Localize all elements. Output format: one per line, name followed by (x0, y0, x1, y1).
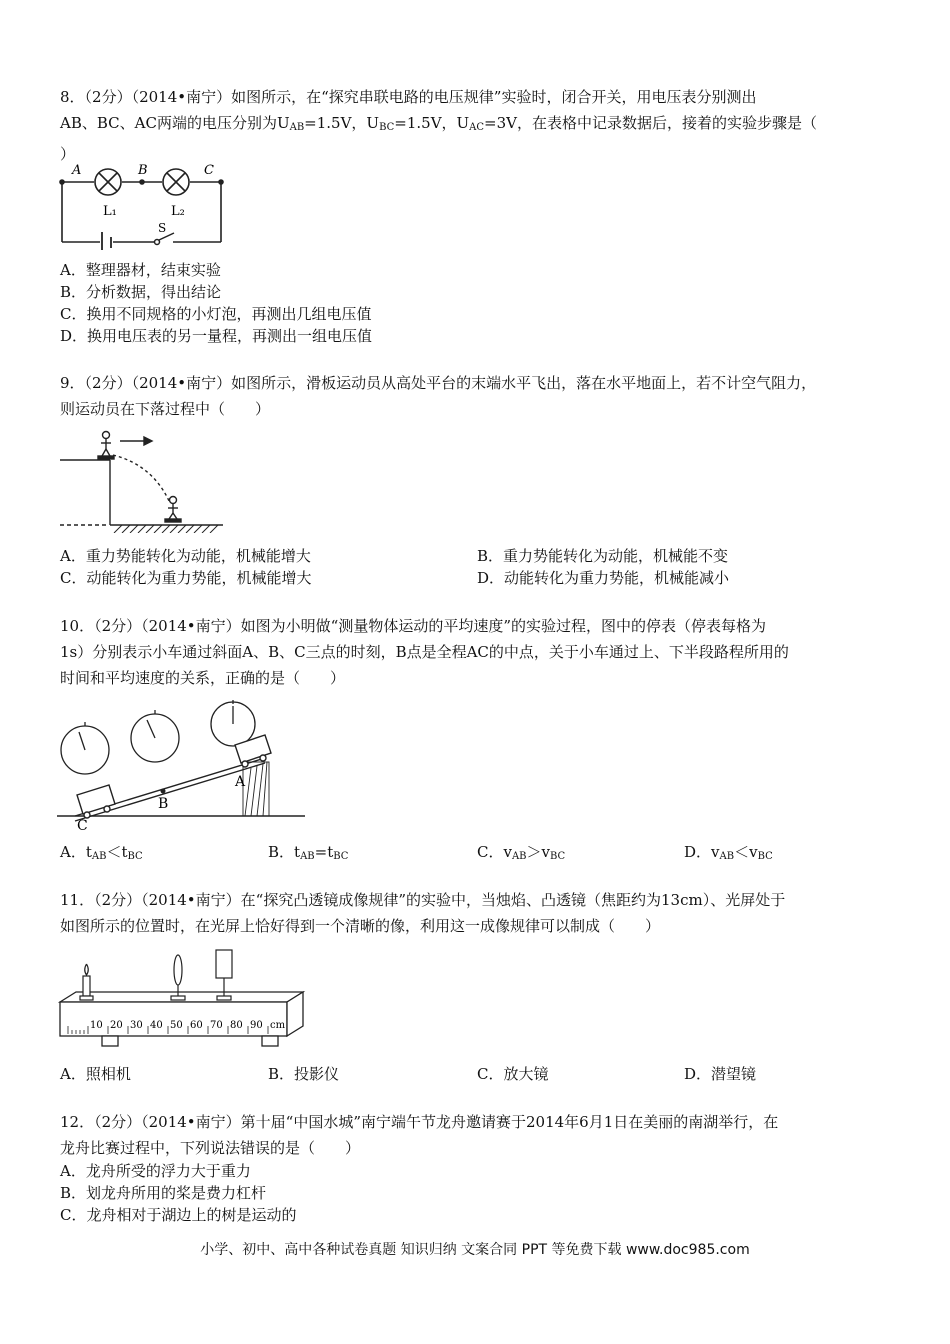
ruler-label-40: 40 (150, 1020, 163, 1031)
q11-stem-line-1: 11．（2分）（2014•南宁）在“探究凸透镜成像规律”的实验中，当烛焰、凸透镜（焦距约为13cm）、光屏处于 (60, 891, 786, 909)
q8-option-d: D．换用电压表的另一量程，再测出一组电压值 (60, 327, 373, 345)
ground-hatch-icon (114, 525, 218, 533)
question-9 (60, 370, 890, 422)
q10-stem-line-3: 时间和平均速度的关系，正确的是（ ） (60, 669, 346, 687)
ruler-label-10: 10 (90, 1020, 103, 1031)
q10-stem-line-1: 10．（2分）（2014•南宁）如图为小明做“测量物体运动的平均速度”的实验过程，图中的停表（停表每格为 (60, 617, 766, 635)
point-a-label: A (235, 774, 246, 790)
q11-option-d: D．潜望镜 (684, 1065, 757, 1083)
ground-hatch-icon (243, 762, 269, 816)
q9-option-a: A．重力势能转化为动能，机械能增大 (60, 547, 311, 565)
ruler-label-50: 50 (170, 1020, 183, 1031)
point-c-label: C (204, 163, 214, 178)
question-12 (60, 1109, 890, 1161)
stopwatch-b-icon (131, 710, 179, 762)
q9-option-b: B．重力势能转化为动能，机械能不变 (477, 547, 729, 565)
q11-option-a: A．照相机 (60, 1065, 131, 1083)
q8-option-a: A．整理器材，结束实验 (60, 261, 221, 279)
q10-option-c: C．$v_{AB}>v_{BC}$ (477, 843, 566, 862)
q10-option-d: D．$v_{AB}<v_{BC}$ (684, 843, 773, 862)
q12-option-a: A．龙舟所受的浮力大于重力 (60, 1162, 251, 1180)
stopwatch-c-icon (61, 722, 109, 774)
q11-option-b: B．投影仪 (268, 1065, 340, 1083)
point-b-label: B (158, 796, 169, 812)
q11-stem-line-2: 如图所示的位置时，在光屏上恰好得到一个清晰的像，利用这一成像规律可以制成（ ） (60, 917, 661, 935)
q9-stem-line-2: 则运动员在下落过程中（ ） (60, 400, 271, 418)
ruler-label-70: 70 (210, 1020, 223, 1031)
switch-label: S (158, 221, 167, 235)
series-circuit-diagram (58, 160, 228, 250)
optical-bench-diagram (58, 946, 308, 1051)
q10-stem-line-2: 1s）分别表示小车通过斜面A、B、C三点的时刻，B点是全程AC的中点，关于小车通过上、下半段路程所用的 (60, 643, 789, 661)
q11-option-c: C．放大镜 (477, 1065, 549, 1083)
ruler-label-60: 60 (190, 1020, 203, 1031)
question-11 (60, 887, 890, 939)
lamp-l2-label: L₂ (171, 204, 185, 219)
q8-stem-line-3: ） (60, 145, 76, 163)
incline-stopwatch-diagram (55, 698, 315, 833)
q12-option-b: B．划龙舟所用的桨是费力杠杆 (60, 1184, 267, 1202)
lamp-l1-icon (95, 169, 121, 195)
q8-option-b: B．分析数据，得出结论 (60, 283, 222, 301)
point-a-label: A (72, 163, 82, 178)
question-8 (60, 84, 890, 167)
skater-top-icon (98, 432, 114, 460)
lamp-l1-label: L₁ (103, 204, 117, 219)
cart-bottom-icon (77, 785, 115, 818)
battery-icon (102, 232, 111, 250)
stopwatch-a-icon (211, 700, 255, 746)
q8-option-c: C．换用不同规格的小灯泡，再测出几组电压值 (60, 305, 372, 323)
q9-option-c: C．动能转化为重力势能，机械能增大 (60, 569, 312, 587)
page-footer: 小学、初中、高中各种试卷真题 知识归纳 文案合同 PPT 等免费下载 www.doc985.com (200, 1242, 750, 1258)
point-b-label: B (138, 163, 148, 178)
q9-option-d: D．动能转化为重力势能，机械能减小 (477, 569, 730, 587)
ruler-label-30: 30 (130, 1020, 143, 1031)
ruler-label-90: 90 (250, 1020, 263, 1031)
q10-option-a: A．$t_{AB}<t_{BC}$ (60, 843, 143, 862)
q8-stem-line-2: AB、BC、AC两端的电压分别为$U_{AB}=1.5V$，$U_{BC}=1.5V$，$U_{AC}=3V$，在表格中记录数据后，接着的实验步骤是（ (60, 114, 817, 133)
skater-bottom-icon (165, 497, 181, 523)
question-10 (60, 613, 890, 691)
skateboarder-diagram (58, 425, 228, 533)
point-c-label: C (77, 818, 88, 833)
q10-option-b: B．$t_{AB}=t_{BC}$ (268, 843, 349, 862)
q12-stem-line-1: 12．（2分）（2014•南宁）第十届“中国水城”南宁端午节龙舟邀请赛于2014年6月1日在美丽的南湖举行，在 (60, 1113, 779, 1131)
ruler-label-80: 80 (230, 1020, 243, 1031)
q12-stem-line-2: 龙舟比赛过程中，下列说法错误的是（ ） (60, 1139, 361, 1157)
q9-stem-line-1: 9．（2分）（2014•南宁）如图所示，滑板运动员从高处平台的末端水平飞出，落在水平地面上，若不计空气阻力， (60, 374, 817, 392)
q12-option-c: C．龙舟相对于湖边上的树是运动的 (60, 1206, 297, 1224)
ruler-label-20: 20 (110, 1020, 123, 1031)
q8-stem-line-1: 8．（2分）（2014•南宁）如图所示，在“探究串联电路的电压规律”实验时，闭合开关，用电压表分别测出 (60, 88, 757, 106)
ruler-label-cm: cm (270, 1020, 286, 1031)
lamp-l2-icon (163, 169, 189, 195)
